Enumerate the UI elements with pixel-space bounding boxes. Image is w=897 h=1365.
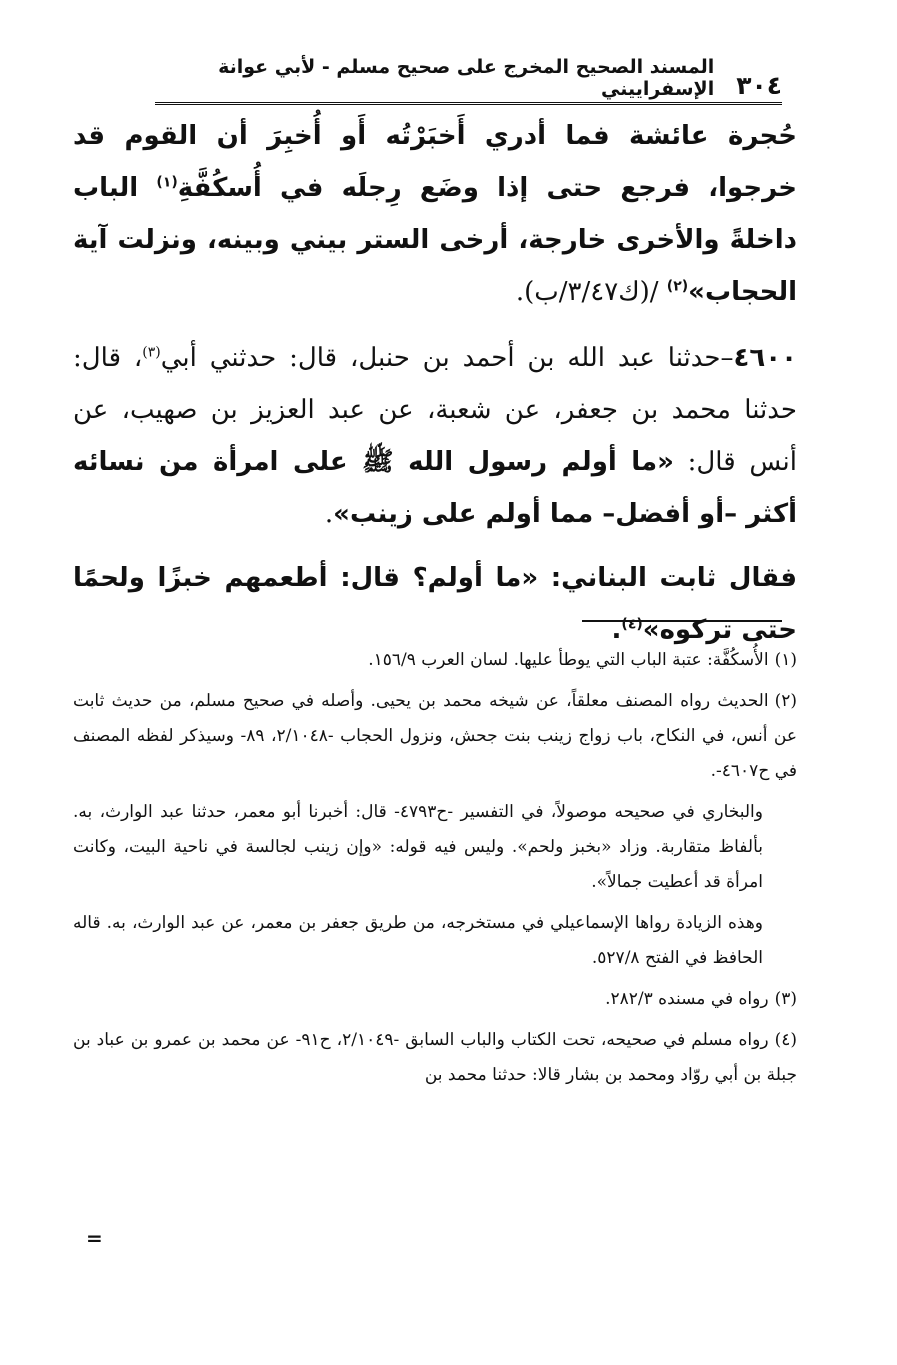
footnote-ref-3: (٣) (142, 344, 161, 361)
matn-quote: «ما أولم رسول الله ﷺ على امرأة من نسائه أكثر –أو أفضل– مما أولم على زينب» (73, 447, 797, 529)
page-number: ٣٠٤ (736, 71, 782, 100)
hadith-continuation-paragraph (73, 110, 797, 318)
manuscript-reference: /(ك٣/٤٧/ب). (515, 277, 667, 307)
footnote-ref-4: (٤) (621, 616, 643, 633)
footnote-number: (٣) (774, 989, 797, 1009)
footnote-4 (73, 1023, 797, 1093)
punctuation: . (324, 499, 334, 529)
thabit-paragraph (73, 552, 797, 656)
paragraph-text: الباب داخلةً والأخرى خارجة، أرخى الستر بيني وبينه، ونزلت آية الحجاب» (73, 173, 797, 307)
continuation-mark: = (86, 1226, 103, 1250)
footnotes (73, 643, 797, 1099)
isnad-text: –حدثنا عبد الله بن أحمد بن حنبل، قال: حدثني أبي (160, 343, 734, 373)
footnote-number: (١) (774, 650, 797, 670)
hadith-number: ٤٦٠٠ (733, 343, 797, 373)
paragraph-text: فقال ثابت البناني: «ما أولم؟ قال: أطعمهم خبزًا ولحمًا حتى تركوه» (73, 563, 797, 645)
main-text (73, 110, 797, 656)
footnote-divider (582, 620, 782, 622)
footnote-2-para-3: وهذه الزيادة رواها الإسماعيلي في مستخرجه، من طريق جعفر بن معمر، عن عبد الوارث، به. قاله الحافظ في الفتح ٥٢٧/٨. (73, 913, 763, 968)
footnote-2-para-2: والبخاري في صحيحه موصولاً، في التفسير -ح٤٧٩٣- قال: أخبرنا أبو معمر، حدثنا عبد الوارث، به. بألفاظ متقاربة. وزاد «بخبز ولحم». وليس فيه قوله: «وإن زينب لجالسة في ناحية البيت، وكانت امرأة قد أعطيت جمالاً». (73, 802, 763, 892)
footnote-number: (٢) (774, 691, 797, 711)
footnote-text: الأُسكُفَّة: عتبة الباب التي يوطأ عليها. لسان العرب ١٥٦/٩. (368, 650, 769, 670)
footnote-1 (73, 643, 797, 678)
running-title: المسند الصحيح المخرج على صحيح مسلم - لأبي عوانة الإسفراييني (218, 56, 715, 100)
footnote-text: الحديث رواه المصنف معلقاً، عن شيخه محمد بن يحيى. وأصله في صحيح مسلم، من حديث ثابت عن أنس، في النكاح، باب زواج زينب بنت جحش، ونزول الحجاب -٢/١٠٤٨، ٨٩- وسيذكر لفظه المصنف في ح٤٦٠٧-. (73, 691, 798, 781)
footnote-2 (73, 684, 797, 789)
footnote-ref-1: (١) (156, 174, 178, 191)
footnote-text: رواه في مسنده ٢٨٢/٣. (605, 989, 769, 1009)
footnote-number: (٤) (774, 1030, 797, 1050)
footnote-text: رواه مسلم في صحيحه، تحت الكتاب والباب السابق -٢/١٠٤٩، ح٩١- عن محمد بن عمرو بن عباد بن جبلة بن أبي روّاد ومحمد بن بشار قالا: حدثنا محمد بن (73, 1030, 797, 1085)
paragraph-text: حُجرة عائشة فما أدري أَخبَرْتُه أَو أُخبِرَ أن القوم قد خرجوا، فرجع حتى إذا وضَع رِجلَه في أُسكُفَّةِ (73, 121, 797, 203)
footnote-ref-2: (٢) (666, 278, 689, 295)
punctuation: . (611, 615, 622, 645)
hadith-4600-paragraph (73, 332, 797, 540)
isnad-text: ، قال: حدثنا محمد بن جعفر، عن شعبة، عن عبد العزيز بن صهيب، عن أنس قال: (73, 343, 797, 477)
footnote-3 (73, 982, 797, 1017)
running-header (155, 56, 782, 105)
